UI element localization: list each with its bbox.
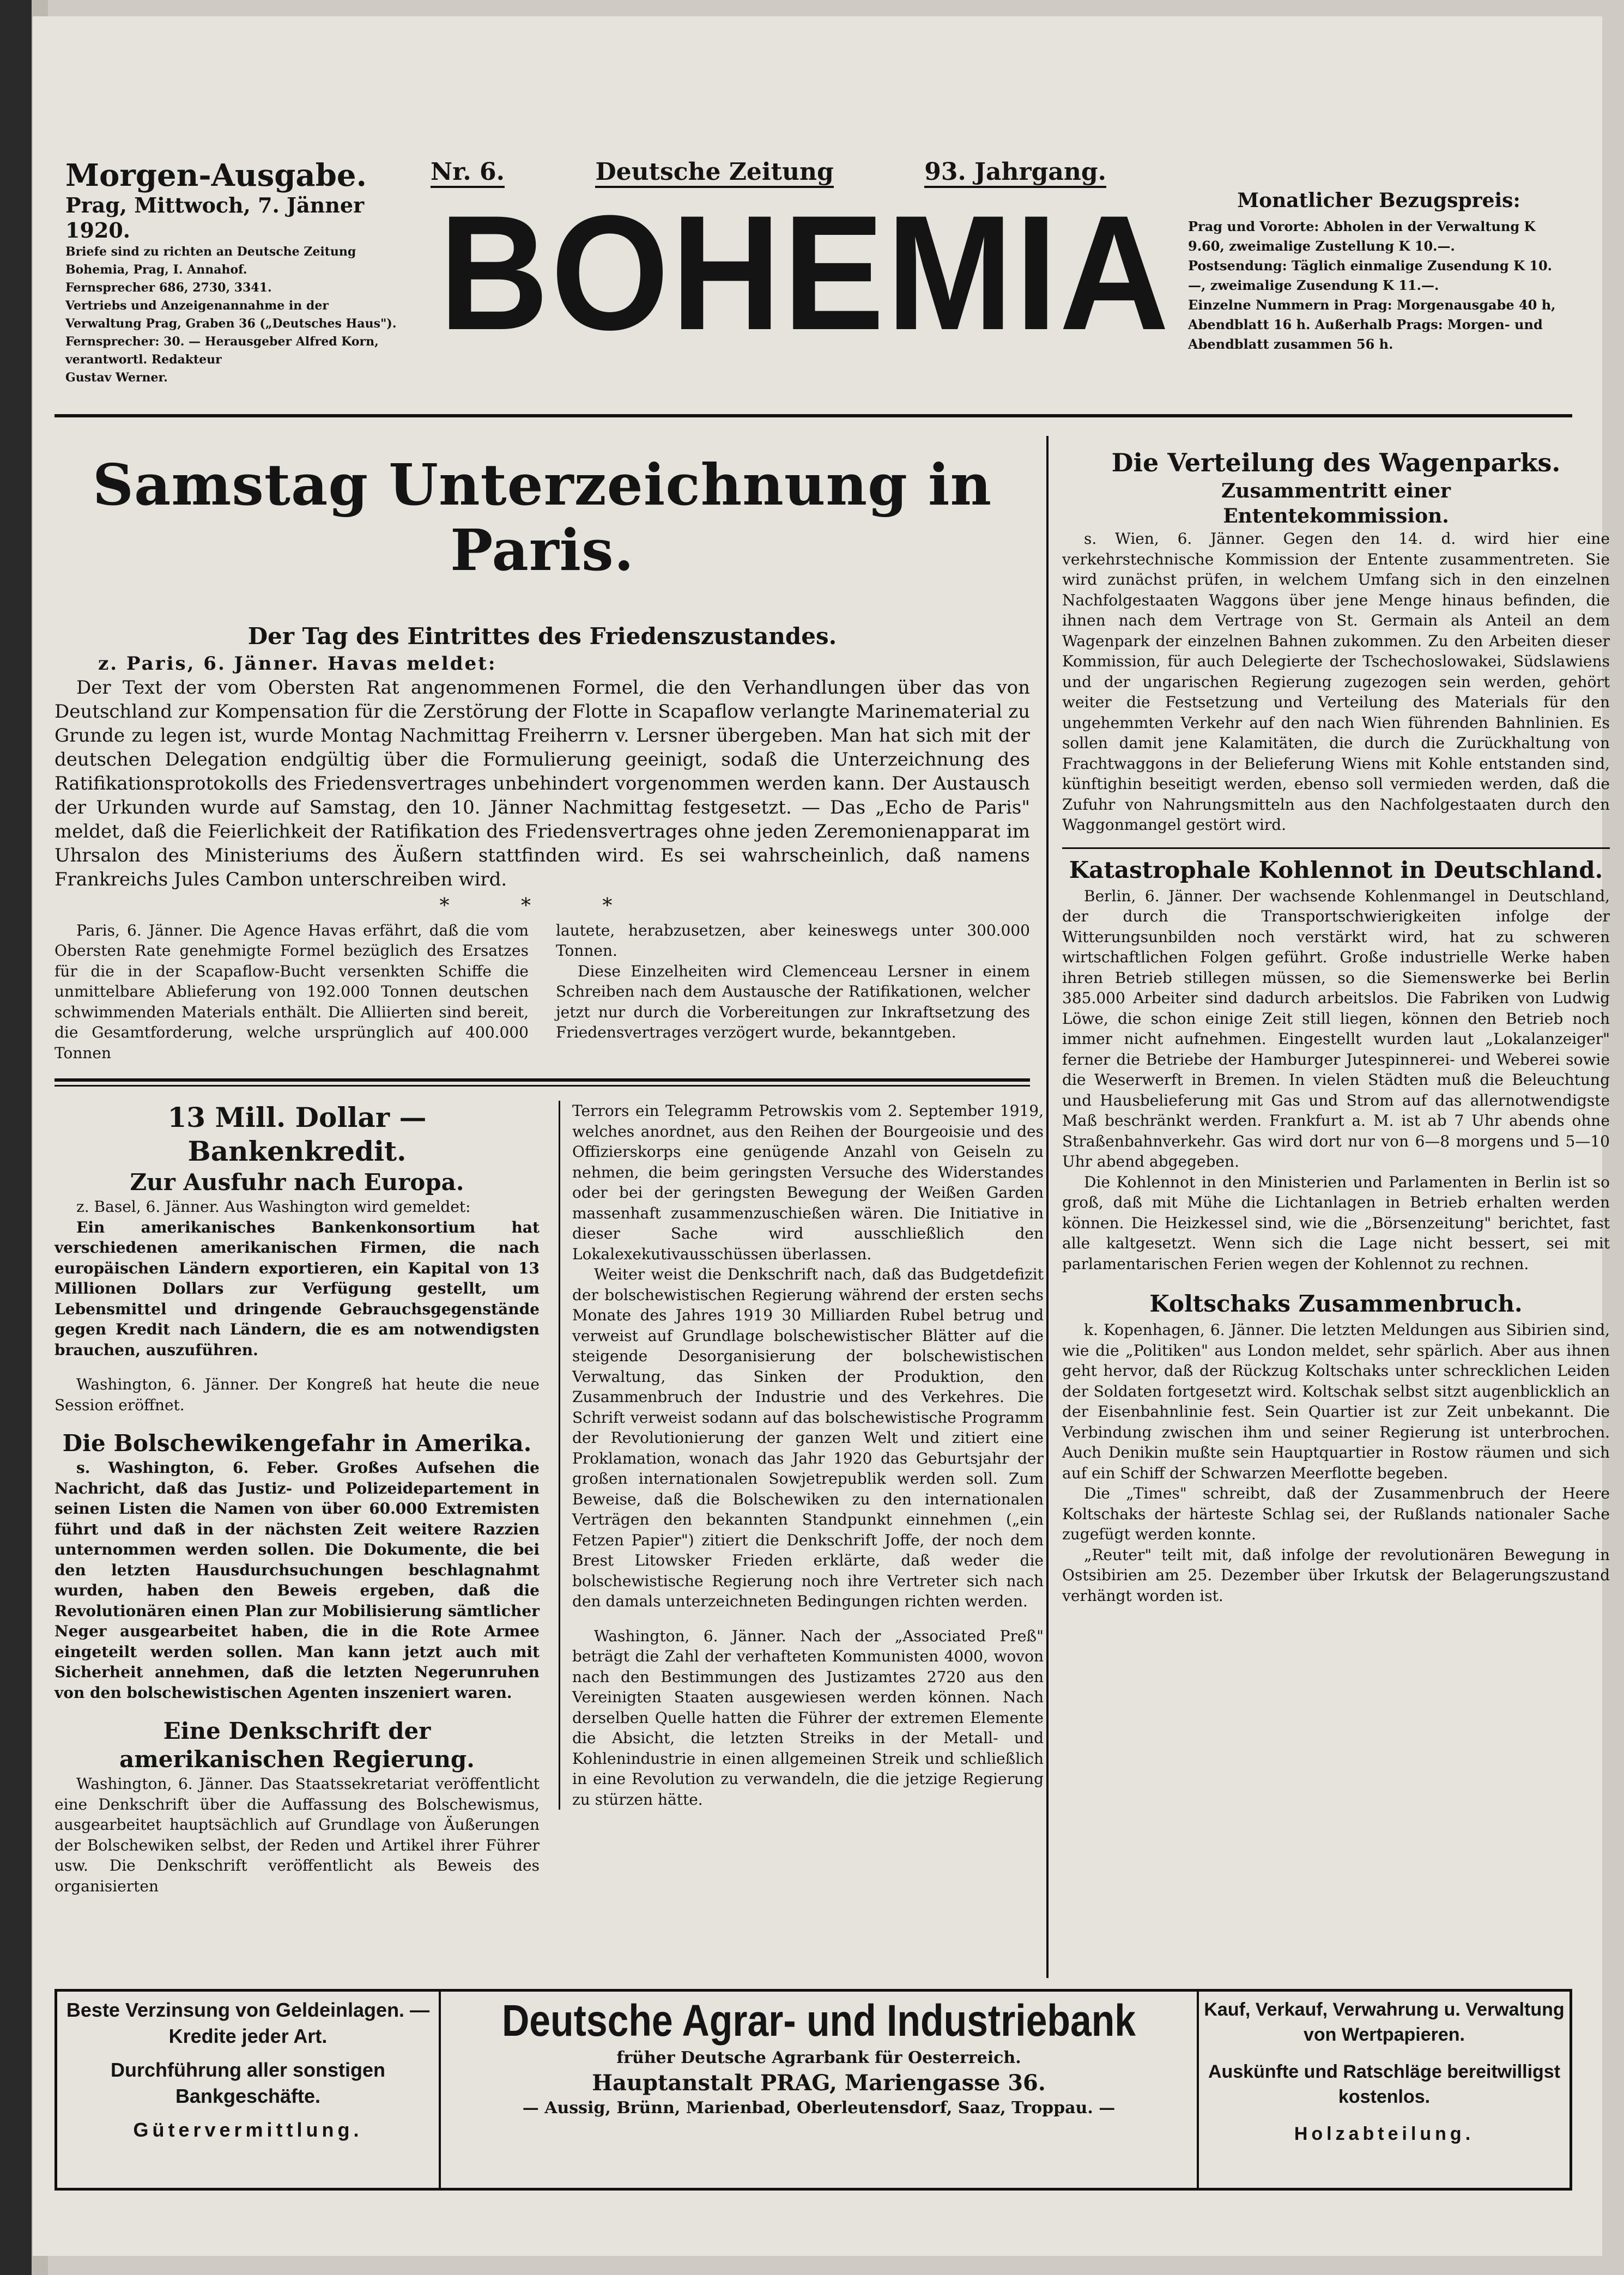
congress-text: Washington, 6. Jänner. Der Kongreß hat heute die neue Session eröffnet. bbox=[54, 1375, 540, 1414]
ad-left-panel bbox=[57, 1992, 441, 2188]
wagon-subhead: Zusammentritt einer Ententekommission. bbox=[1221, 480, 1451, 527]
page-content bbox=[54, 436, 1610, 1978]
arrests-text: Washington, 6. Jänner. Nach der „Associated Preß" beträgt die Zahl der verhafteten Kommunisten 4000, wovon nach den Bestimmungen des Justizamtes 2720 aus den Vereinigten Staaten ausgewiesen werden können. Nach derselben Quelle hatten die Führer der extremen Elemente die Absicht, die letzten Streiks in der Metall- und Kohlenindustrie in einen allgemeinen Streik und schließlich in eine Revolution zu verwandeln, die die jetzige Regierung zu stürzen hätte. bbox=[572, 1627, 1044, 1809]
bank-name: Deutsche Agrar- und Industriebank bbox=[501, 1996, 1136, 2046]
address-line: Bohemia, Prag, I. Annahof. bbox=[65, 263, 247, 277]
lead-col2a: lautete, herabzusetzen, aber keineswegs unter 300.000 Tonnen. bbox=[556, 921, 1030, 960]
bank-advertisement bbox=[54, 1989, 1572, 2191]
ad-left-line: Beste Verzinsung von Geldeinlagen. — Kredite jeder Art. bbox=[66, 1999, 430, 2047]
masthead-rule bbox=[54, 414, 1572, 417]
masthead bbox=[54, 33, 1572, 414]
dollar-headline: 13 Mill. Dollar — Bankenkredit. bbox=[167, 1101, 427, 1167]
dollar-text: Ein amerikanisches Bankenkonsortium hat verschiedenen amerikanischen Firmen, die nach europäischen Ländern exportieren, ein Kapital von 13 Millionen Dollars zur Verfügung gestellt, um Lebensmittel und dringende Gebrauchsgegenstände gegen Kredit nach Ländern, die es am notwendigsten brauchen, auszuführen. bbox=[54, 1218, 540, 1359]
lead-headline: Samstag Unterzeichnung in Paris. bbox=[92, 451, 992, 584]
coal-text-2: Die Kohlennot in den Ministerien und Parlamenten in Berlin ist so groß, daß mit Mühe die Lichtanlagen in Betrieb erhalten werden können. Die Heizkessel sind, wie die „Börsenzeitung" berichtet, fast alle kaltgesetzt. Wenn sich die Lage nicht bessert, sei mit parlamentarischen Ferien wegen der Kohlennot zu rechnen. bbox=[1062, 1173, 1610, 1273]
lead-subhead: Der Tag des Eintrittes des Friedenszustandes. bbox=[247, 622, 837, 650]
coal-text: Berlin, 6. Jänner. Der wachsende Kohlenmangel in Deutschland, der durch die Transportschwierigkeiten infolge der Witterungsunbilden noch verstärkt wird, hat zu schweren wirtschaftlichen Folgen geführt. Große industrielle Werke haben ihren Betrieb stillegen müssen, so die Siemenswerke bei Berlin 385.000 Arbeiter sind dadurch arbeitslos. Die Fabriken von Ludwig Löwe, die schon einige Zeit still liegen, können den Betrieb noch immer nicht aufnehmen. Eingestellt wurden laut „Lokalanzeiger" ferner die Betriebe der Hamburger Jutespinnerei- und Weberei sowie die Weserwerft in Bremen. In vielen Städten muß die Beleuchtung und Hausbelieferung mit Gas und Strom auf das allernotwendigste Maß beschränkt werden. Frankfurt a. M. ist ab 7 Uhr abends ohne Straßenbahnverkehr. Gas wird dort nur von 6—8 morgens und 5—10 Uhr abend abgegeben. bbox=[1062, 887, 1610, 1170]
issue-date: Prag, Mittwoch, 7. Jänner 1920. bbox=[65, 193, 365, 242]
address-line: Verwaltung Prag, Graben 36 („Deutsches Haus"). Fernsprecher: 30. — Herausgeber Alfred Korn, verantwortl. Redakteur bbox=[65, 317, 397, 367]
price-line: Postsendung: Täglich einmalige Zusendung K 10.—, zweimalige Zusendung K 11.—. bbox=[1188, 258, 1553, 293]
column-rule bbox=[1062, 847, 1610, 849]
lead-dateline: z. Paris, 6. Jänner. Havas meldet: bbox=[98, 652, 497, 675]
koltschak-headline: Koltschaks Zusammenbruch. bbox=[1149, 1290, 1523, 1317]
volume-label: 93. Jahrgang. bbox=[924, 158, 1106, 188]
koltschak-text-2: Die „Times" schreibt, daß der Zusammenbruch der Heere Koltschaks der härteste Schlag sei, der Rußlands nationaler Sache zugefügt werden konnte. bbox=[1062, 1484, 1610, 1543]
memo-text: Washington, 6. Jänner. Das Staatssekretariat veröffentlicht eine Denkschrift über die Auffassung des Bolschewismus, ausgearbeitet hauptsächlich auf Grundlage von Äußerungen der Bolschewiken selbst, der Reden und Artikel ihrer Führer usw. Die Denkschrift veröffentlicht als Beweis des organisierten bbox=[54, 1775, 540, 1895]
issue-number: Nr. 6. bbox=[431, 158, 505, 188]
memo-continued: Terrors ein Telegramm Petrowskis vom 2. September 1919, welches anordnet, aus den Reihen der Bourgeoisie und des Offizierskorps eine genügende Anzahl von Geiseln zu nehmen, die beim geringsten Versuche des Widerstandes oder bei der geringsten Bewegung der Weißen Garden massenhaft zusammenzuschießen wären. Die Initiative in dieser Sache wird ausschließlich den Lokalexekutivausschüssen überlassen. bbox=[572, 1102, 1044, 1263]
coal-headline: Katastrophale Kohlennot in Deutschland. bbox=[1069, 856, 1603, 883]
ad-right-line: Auskünfte und Ratschläge bereitwilligst kostenlos. bbox=[1208, 2061, 1561, 2107]
ad-right-panel bbox=[1199, 1992, 1570, 2188]
paper-title: BOHEMIA bbox=[439, 181, 1172, 364]
lead-two-columns bbox=[54, 920, 1030, 1064]
masthead-center bbox=[414, 158, 1172, 364]
ad-left-line: Gütervermittlung. bbox=[133, 2119, 363, 2141]
section-stars: * * * bbox=[439, 894, 645, 917]
masthead-prices bbox=[1188, 191, 1570, 354]
bank-headquarters: Hauptanstalt PRAG, Mariengasse 36. bbox=[592, 2070, 1046, 2096]
ad-right-line: Holzabteilung. bbox=[1294, 2124, 1475, 2144]
lead-text: Der Text der vom Obersten Rat angenommenen Formel, die den Verhandlungen über das von Deutschland zur Kompensation für die Zerstörung der Flotte in Scapaflow verlangte Marinematerial zu Grunde zu legen ist, wurde Montag Nachmittag Freiherrn v. Lersner übergeben. Man hat sich mit der deutschen Delegation endgültig über die Formulierung geeinigt, sodaß die Unterzeichnung des Ratifikationsprotokolls des Friedensvertrages unbehindert vorgenommen werden kann. Der Austausch der Urkunden wurde auf Samstag, den 10. Jänner Nachmittag festgesetzt. — Das „Echo de Paris" meldet, daß die Feierlichkeit der Ratifikation des Friedensvertrages ohne jeden Zeremonienapparat im Uhrsalon des Ministeriums des Äußern stattfinden wird. Es sei wahrscheinlich, daß namens Frankreichs Jules Cambon unterschreiben wird. bbox=[54, 676, 1030, 890]
price-heading: Monatlicher Bezugspreis: bbox=[1237, 189, 1520, 212]
paper-subtitle: Deutsche Zeitung bbox=[595, 158, 833, 188]
lower-left-column bbox=[54, 1101, 540, 1896]
memo-headline: Eine Denkschrift der amerikanischen Regierung. bbox=[119, 1718, 475, 1773]
ad-right-line: Kauf, Verkauf, Verwahrung u. Verwaltung von Wertpapieren. bbox=[1204, 1999, 1565, 2045]
price-line: Prag und Vororte: Abholen in der Verwaltung K 9.60, zweimalige Zustellung K 10.—. bbox=[1188, 219, 1536, 254]
memo-budget: Weiter weist die Denkschrift nach, daß das Budgetdefizit der bolschewistischen Regierung während der ersten sechs Monate des Jahres 1919 30 Milliarden Rubel betrug und verweist auf Grundlage bolschewistischer Blätter auf die steigende Desorganisierung der bolschewistischen Verwaltung, das Sinken der Produktion, den Zusammenbruch der Industrie und des Verkehres. Die Schrift verweist sodann auf das bolschewistische Programm der Revolutionierung der ganzen Welt und zitiert eine Proklamation, wonach das Jahr 1920 das Geburtsjahr der großen internationalen Sowjetrepublik werden soll. Zum Beweise, daß die Bolschewiken zu den internationalen Verträgen den bekannten Standpunkt einnehmen („ein Fetzen Papier") zitiert die Denkschrift Joffe, der noch dem Brest Litowsker Frieden erklärte, daß weder die bolschewistische Regierung noch ihre Vertreter sich nach den damals unterzeichneten Bedingungen richten werden. bbox=[572, 1265, 1044, 1610]
right-column bbox=[1046, 436, 1610, 1978]
lead-col2b: Diese Einzelheiten wird Clemenceau Lersner in einem Schreiben nach dem Austausche der Ratifikationen, welcher jetzt nur durch die Vorbereitungen zur Inkraftsetzung des Friedensvertrages verzögert wurde, bekanntgeben. bbox=[556, 962, 1030, 1042]
section-rule-thin bbox=[54, 1085, 1030, 1087]
bank-branches: — Aussig, Brünn, Marienbad, Oberleutensdorf, Saaz, Troppau. — bbox=[522, 2098, 1116, 2118]
main-column bbox=[54, 436, 1030, 1087]
lower-middle-column bbox=[559, 1101, 1044, 1810]
address-line: Vertriebs und Anzeigenannahme in der bbox=[65, 299, 329, 313]
bolsch-text: s. Washington, 6. Feber. Großes Aufsehen die Nachricht, daß das Justiz- und Polizeidepartement in seinen Listen die Namen von über 60.000 Extremisten führt und daß in der nächsten Zeit weitere Razzien unternommen werden sollen. Die Dokumente, die bei den letzten Hausdurchsuchungen beschlagnahmt wurden, haben den Beweis ergeben, daß die Revolutionären einen Plan zur Mobilisierung sämtlicher Neger ausgearbeitet haben, die in die Rote Armee eingeteilt werden sollen. Man kann jetzt auch mit Sicherheit annehmen, daß die letzten Negerunruhen von den bolschewistischen Agenten inszeniert waren. bbox=[54, 1459, 540, 1702]
ad-center-panel bbox=[441, 1992, 1199, 2188]
address-line: Gustav Werner. bbox=[65, 371, 168, 385]
section-rule bbox=[54, 1078, 1030, 1082]
price-line: Einzelne Nummern in Prag: Morgenausgabe 40 h, Abendblatt 16 h. Außerhalb Prags: Morgen- und Abendblatt zusammen 56 h. bbox=[1188, 297, 1556, 352]
bank-former-name: früher Deutsche Agrarbank für Oesterreich. bbox=[616, 2048, 1021, 2067]
koltschak-text-3: „Reuter" teilt mit, daß infolge der revolutionären Bewegung in Ostsibirien am 25. Dezember über Irkutsk der Belagerungszustand verhängt worden ist. bbox=[1062, 1545, 1610, 1605]
address-line: Fernsprecher 686, 2730, 3341. bbox=[65, 281, 272, 295]
newspaper-page bbox=[33, 16, 1610, 2256]
dollar-dateline: z. Basel, 6. Jänner. Aus Washington wird gemeldet: bbox=[76, 1198, 471, 1216]
address-line: Briefe sind zu richten an Deutsche Zeitung bbox=[65, 245, 356, 259]
edition-label: Morgen-Ausgabe. bbox=[65, 157, 367, 193]
wagon-headline: Die Verteilung des Wagenparks. bbox=[1111, 448, 1561, 477]
koltschak-text: k. Kopenhagen, 6. Jänner. Die letzten Meldungen aus Sibirien sind, wie die „Politiken" aus London meldet, sehr spärlich. Aber aus ihnen geht hervor, daß der Rückzug Koltschaks unter schrecklichen Leiden der Soldaten fortgesetzt wird. Koltschak selbst sitzt augenblicklich an der Eisenbahnlinie fest. Sein Quartier ist zur Zeit unbekannt. Die Verbindung zwischen ihm und seiner Regierung ist unterbrochen. Auch Denikin mußte sein Hauptquartier in Rostow räumen und sich auf ein Schiff der Schwarzen Meerflotte begeben. bbox=[1062, 1321, 1610, 1482]
wagon-text: s. Wien, 6. Jänner. Gegen den 14. d. wird hier eine verkehrstechnische Kommission der Entente zusammentreten. Sie wird zunächst prüfen, in welchem Umfang sich in den einzelnen Nachfolgestaaten Waggons über jene Menge hinaus befinden, die ihnen nach dem Vertrage von St. Germain als Anteil an dem Wagenpark der einzelnen Bahnen zukommen. Zu den Arbeiten dieser Kommission, für auch Delegierte der Tschechoslowakei, Südslawiens und der ungarischen Regierung zugezogen sein werden, gehört weiter die Festsetzung und Verteilung des Materials für den ungehemmten Verkehr auf den nach Wien führenden Bahnlinien. Es sollen damit jene Kalamitäten, die durch die Zurückhaltung von Frachtwaggons in der Belieferung Wiens mit Kohle entstanden sind, künftighin beseitigt werden, ebenso soll vermieden werden, daß die Zufuhr von Nahrungsmitteln aus den Nachfolgestaaten durch den Waggonmangel gestört wird. bbox=[1062, 530, 1610, 834]
ad-left-line: Durchführung aller sonstigen Bankgeschäfte. bbox=[110, 2059, 386, 2107]
binding-edge bbox=[0, 0, 32, 2275]
dollar-subhead: Zur Ausfuhr nach Europa. bbox=[130, 1169, 464, 1196]
lead-col1: Paris, 6. Jänner. Die Agence Havas erfährt, daß die vom Obersten Rate genehmigte Formel bezüglich des Ersatzes für die in der Scapaflow-Bucht versenkten Schiffe die unmittelbare Ablieferung von 192.000 Tonnen deutschen schwimmenden Materials enthält. Die Alliierten sind bereit, die Gesamtforderung, welche ursprünglich auf 400.000 Tonnen bbox=[54, 921, 529, 1062]
bolsch-headline: Die Bolschewikengefahr in Amerika. bbox=[62, 1430, 532, 1457]
masthead-left bbox=[65, 158, 403, 387]
